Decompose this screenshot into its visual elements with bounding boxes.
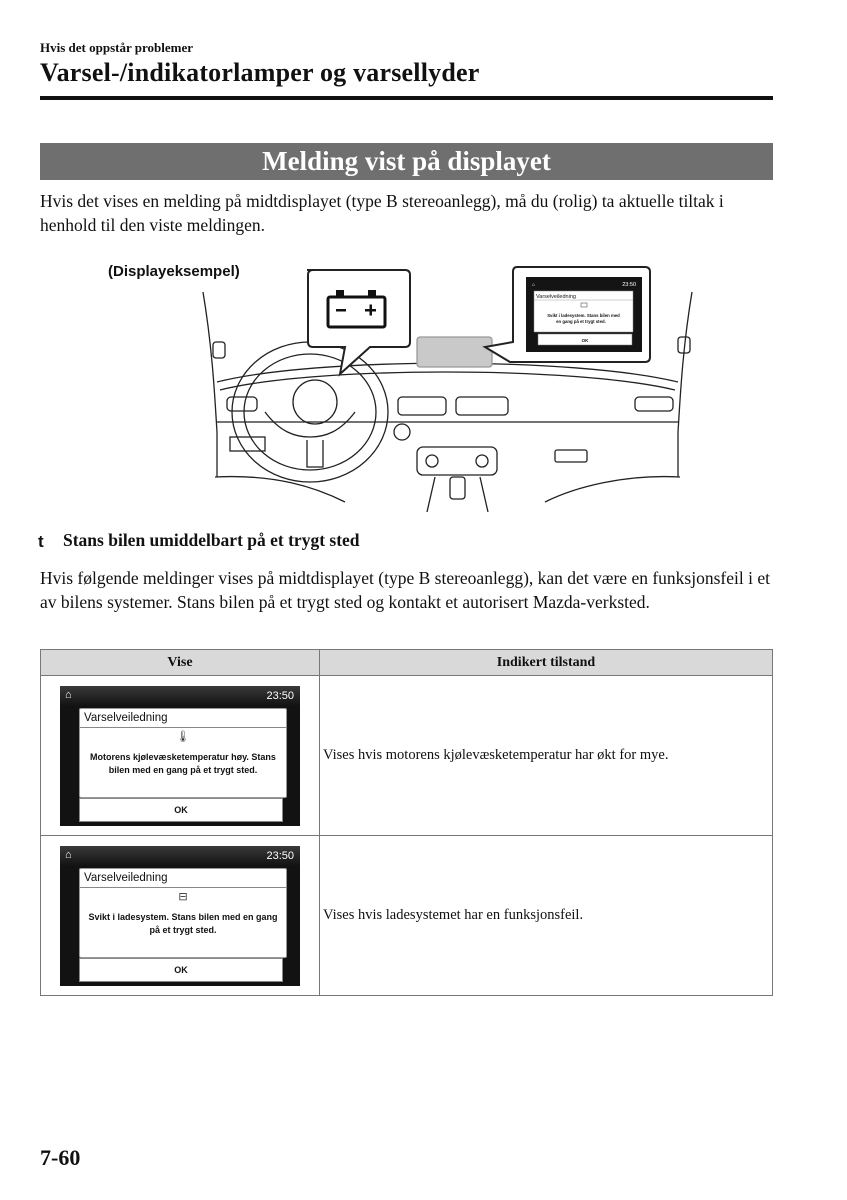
page-title: Varsel-/indikatorlamper og varsellyder: [40, 58, 480, 87]
clock: 23:50: [266, 849, 294, 862]
clock: 23:50: [266, 689, 294, 702]
column-header-condition: Indikert tilstand: [320, 650, 773, 676]
bubble-ok-label: OK: [581, 338, 589, 343]
warning-screen: [60, 846, 300, 986]
title-divider: [80, 887, 286, 888]
battery-callout: [307, 270, 410, 374]
column-header-display: Vise: [41, 650, 320, 676]
warning-title: Varselveiledning: [84, 871, 168, 884]
page-number: 7-60: [40, 1145, 81, 1170]
status-bar: [60, 686, 300, 706]
warning-paragraph: Hvis følgende meldinger vises på midtdisplayet (type B stereoanlegg), kan det være en funksjonsfeil i et av bilens systemer. Stans bilen på et trygt sted og kontakt et autorisert Mazda-verksted.: [40, 568, 770, 612]
title-rule: [40, 96, 773, 100]
home-icon: ⌂: [532, 282, 536, 288]
table-header-row: [41, 650, 773, 676]
bullet-heading: Stans bilen umiddelbart på et trygt sted: [63, 530, 360, 550]
status-bar: [60, 846, 300, 866]
bubble-message-line2: en gang på et trygt sted.: [556, 319, 606, 324]
warning-message: Motorens kjølevæsketemperatur høy. Stans bilen med en gang på et trygt sted.: [90, 751, 276, 775]
warning-message: Svikt i ladesystem. Stans bilen med en gang på et trygt sted.: [88, 911, 278, 935]
warning-panel: [79, 868, 287, 958]
intro-paragraph: Hvis det vises en melding på midtdisplayet (type B stereoanlegg), må du (rolig) ta aktuelle tiltak i henhold til den viste meldingen.: [40, 191, 724, 235]
home-icon: ⌂: [65, 848, 72, 861]
bullet-marker: t: [38, 532, 44, 551]
table-row: [41, 836, 773, 996]
warning-screen: [60, 686, 300, 826]
battery-icon: ⊟: [178, 890, 188, 903]
ok-button[interactable]: OK: [79, 958, 283, 982]
figure-caption: (Displayeksempel): [108, 263, 240, 280]
home-icon: ⌂: [65, 688, 72, 701]
title-divider: [80, 727, 286, 728]
bubble-time: 23:50: [622, 282, 636, 288]
coolant-temp-icon: 🌡: [176, 730, 190, 743]
condition-description: Vises hvis ladesystemet har en funksjonsfeil.: [320, 836, 773, 996]
ok-button[interactable]: OK: [79, 798, 283, 822]
table-row: [41, 676, 773, 836]
warning-panel: [79, 708, 287, 798]
message-table: [40, 649, 773, 996]
warning-title: Varselveiledning: [84, 711, 168, 724]
display-cell: [41, 676, 320, 836]
section-heading: Hvis det oppstår problemer: [40, 40, 193, 55]
bubble-message-line1: Svikt i ladesystem. Stans bilen med: [547, 313, 620, 318]
banner-text: Melding vist på displayet: [262, 146, 551, 176]
bubble-screen-title: Varselveiledning: [536, 294, 576, 300]
screen-callout: [485, 267, 650, 362]
dashboard-illustration: [195, 262, 700, 512]
subsection-banner: [40, 143, 773, 180]
display-cell: [41, 836, 320, 996]
condition-description: Vises hvis motorens kjølevæsketemperatur har økt for mye.: [320, 676, 773, 836]
